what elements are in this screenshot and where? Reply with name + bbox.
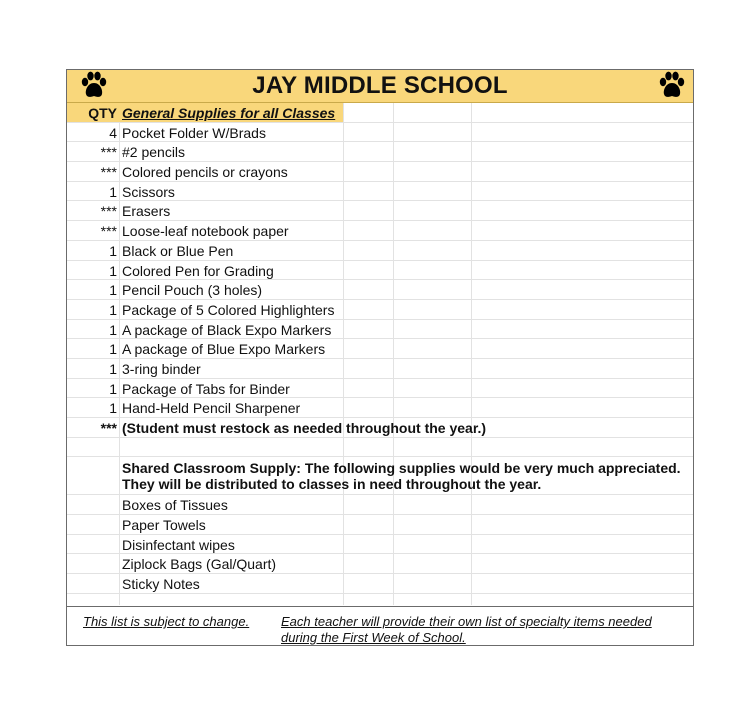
item-qty: *** xyxy=(100,164,117,181)
shared-item-name: Boxes of Tissues xyxy=(122,497,228,514)
shared-item-row xyxy=(67,515,693,535)
item-qty: 1 xyxy=(109,282,117,299)
item-name: #2 pencils xyxy=(122,144,186,161)
restock-note: (Student must restock as needed throughout the year.) xyxy=(122,420,487,436)
table-row xyxy=(67,221,693,241)
item-name: Scissors xyxy=(122,183,175,200)
item-qty: 1 xyxy=(109,183,117,200)
item-qty: *** xyxy=(100,144,117,161)
shared-supply-note xyxy=(122,460,681,492)
shared-item-row xyxy=(67,495,693,515)
item-qty: 1 xyxy=(109,262,117,279)
item-name: Hand-Held Pencil Sharpener xyxy=(122,400,301,417)
footer-teacher-note: Each teacher will provide their own list of specialty items needed during the First Week of School. xyxy=(281,614,652,645)
item-name: Colored Pen for Grading xyxy=(122,262,274,279)
page-title: JAY MIDDLE SCHOOL xyxy=(252,72,508,99)
table-row xyxy=(67,398,693,418)
item-name: Colored pencils or crayons xyxy=(122,164,288,181)
item-name: Pocket Folder W/Brads xyxy=(122,124,266,141)
blank-row xyxy=(67,438,693,458)
item-name: Erasers xyxy=(122,203,171,220)
footer-change-note: This list is subject to change. xyxy=(83,614,250,629)
shared-line-2: They will be distributed to classes in need throughout the year. xyxy=(122,476,542,493)
table-row xyxy=(67,359,693,379)
table-row xyxy=(67,280,693,300)
table-row xyxy=(67,379,693,399)
shared-item-row xyxy=(67,554,693,574)
table-row xyxy=(67,123,693,143)
table-row xyxy=(67,142,693,162)
table-row xyxy=(67,162,693,182)
table-row xyxy=(67,300,693,320)
section-title: General Supplies for all Classes xyxy=(122,105,336,121)
shared-item-row xyxy=(67,535,693,555)
table-row xyxy=(67,201,693,221)
item-qty: 1 xyxy=(109,242,117,259)
shared-item-row xyxy=(67,574,693,594)
restock-row xyxy=(67,418,693,438)
table-row xyxy=(67,320,693,340)
item-qty: 1 xyxy=(109,400,117,417)
item-name: A package of Black Expo Markers xyxy=(122,321,332,338)
item-name: Pencil Pouch (3 holes) xyxy=(122,282,263,299)
shared-item-name: Paper Towels xyxy=(122,517,206,534)
shared-item-name: Disinfectant wipes xyxy=(122,536,235,553)
item-qty: 1 xyxy=(109,341,117,358)
item-qty: 4 xyxy=(109,124,117,141)
table-row xyxy=(67,182,693,202)
supply-table xyxy=(67,103,693,594)
item-qty: *** xyxy=(100,223,117,240)
table-row xyxy=(67,261,693,281)
shared-item-name: Sticky Notes xyxy=(122,576,200,593)
item-qty: *** xyxy=(100,203,117,220)
paw-print-icon xyxy=(657,70,687,102)
supply-list-sheet xyxy=(66,69,694,646)
item-name: A package of Blue Expo Markers xyxy=(122,341,326,358)
table-row xyxy=(67,339,693,359)
item-name: 3-ring binder xyxy=(122,360,201,377)
restock-qty: *** xyxy=(100,420,117,436)
item-name: Loose-leaf notebook paper xyxy=(122,223,289,240)
item-qty: 1 xyxy=(109,380,117,397)
item-qty: 1 xyxy=(109,321,117,338)
header-bar xyxy=(67,70,693,103)
item-name: Package of 5 Colored Highlighters xyxy=(122,301,335,318)
shared-line-1: Shared Classroom Supply: The following supplies would be very much appreciated. xyxy=(122,460,681,477)
shared-supply-note-row xyxy=(67,457,693,495)
item-name: Package of Tabs for Binder xyxy=(122,380,290,397)
footer-note xyxy=(67,606,693,645)
table-header-row xyxy=(67,103,693,123)
item-qty: 1 xyxy=(109,360,117,377)
qty-header: QTY xyxy=(88,105,117,121)
table-row xyxy=(67,241,693,261)
shared-item-name: Ziplock Bags (Gal/Quart) xyxy=(122,556,277,573)
item-name: Black or Blue Pen xyxy=(122,242,234,259)
item-qty: 1 xyxy=(109,301,117,318)
